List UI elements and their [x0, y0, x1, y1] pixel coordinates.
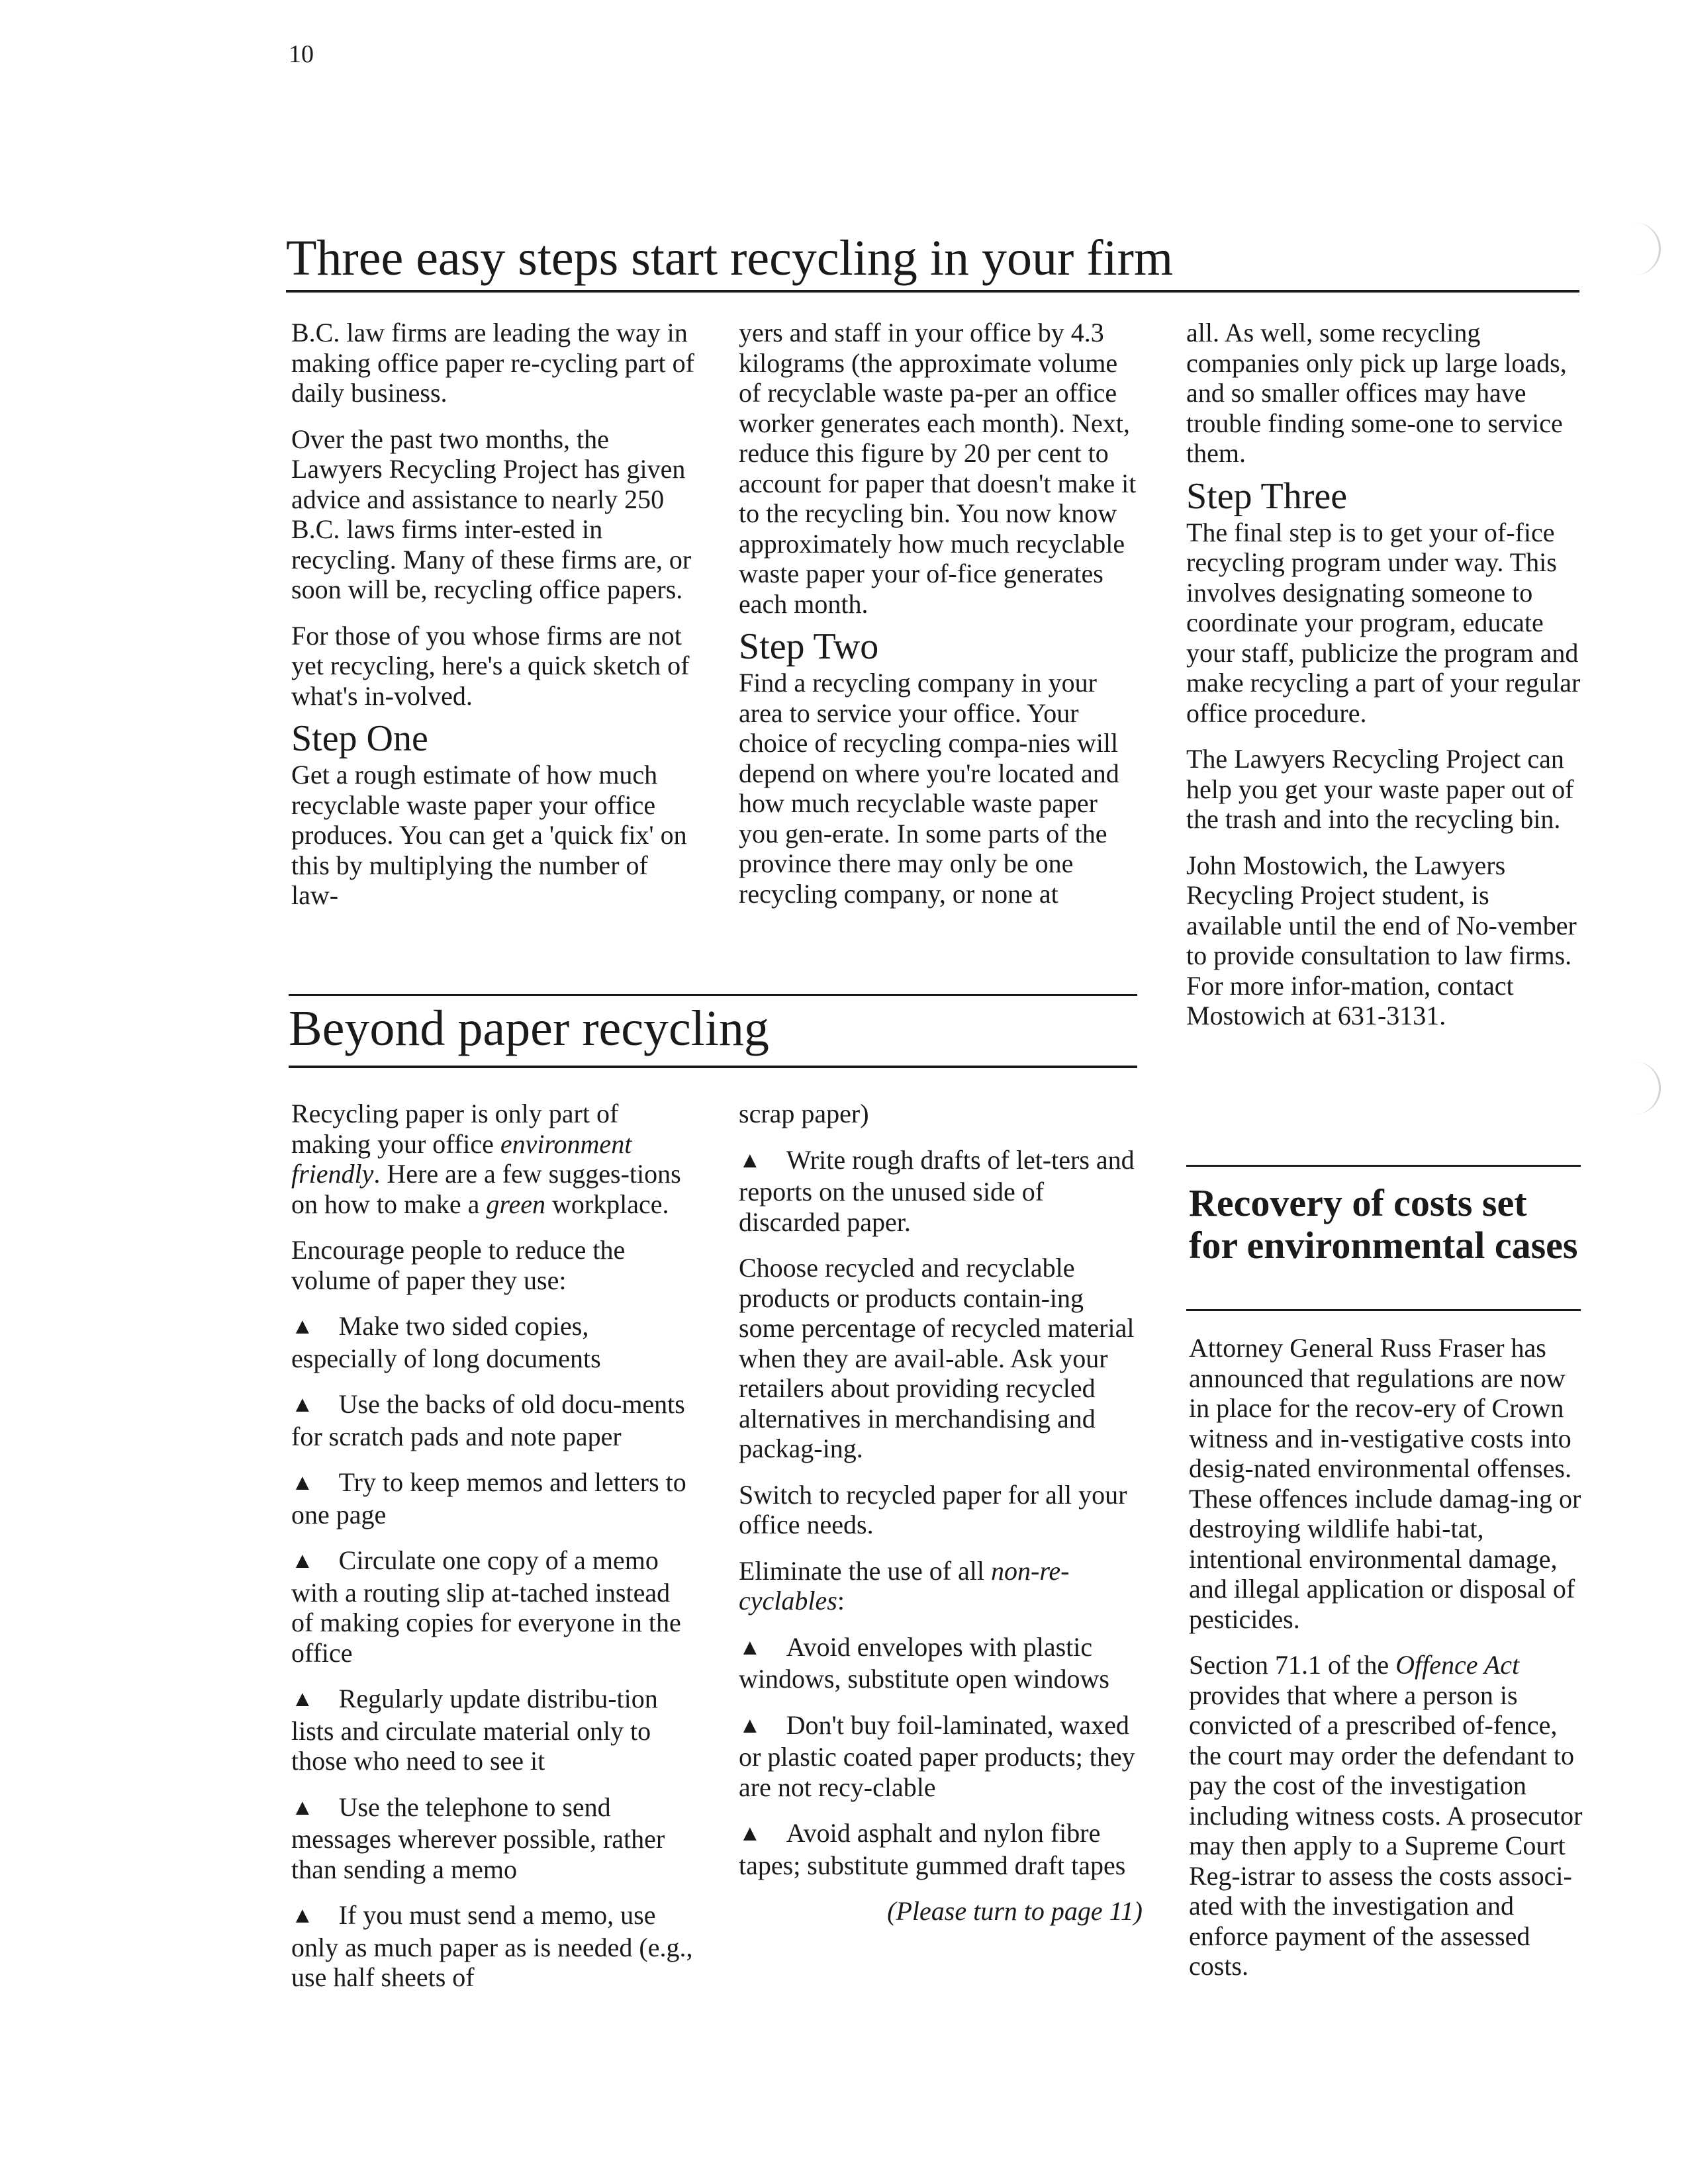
triangle-bullet-icon: ▲ [739, 1148, 761, 1173]
bullet-item: ▲ Don't buy foil-laminated, waxed or plastic coated paper products; they are not recy-clable [739, 1709, 1135, 1802]
bullet-item: ▲ Try to keep memos and letters to one page [291, 1467, 686, 1529]
sketch-paragraph: For those of you whose firms are not yet recycling, here's a quick sketch of what's in-volved. [291, 620, 690, 711]
bullet-item: ▲ Make two sided copies, especially of long documents [291, 1311, 601, 1373]
bullet-item: ▲ Avoid envelopes with plastic windows, substitute open windows [739, 1631, 1109, 1694]
step-one-heading: Step One [291, 718, 428, 759]
main-article-title: Three easy steps start recycling in your firm [286, 230, 1174, 286]
continued-text: scrap paper) [739, 1099, 869, 1128]
reduce-intro: Encourage people to reduce the volume of paper they use: [291, 1235, 626, 1295]
bullet-item: ▲ Use the backs of old docu-ments for scratch pads and note paper [291, 1389, 685, 1451]
triangle-bullet-icon: ▲ [291, 1795, 314, 1820]
bullet-item: ▲ If you must send a memo, use only as much paper as is needed (e.g., use half sheets of [291, 1900, 693, 1992]
triangle-bullet-icon: ▲ [739, 1713, 761, 1738]
intro-paragraph: B.C. law firms are leading the way in making office paper re-cycling part of daily business. [291, 318, 694, 408]
project-help-paragraph: The Lawyers Recycling Project can help you get your waste paper out of the trash and into the recycling bin. [1186, 744, 1574, 834]
beyond-article-title: Beyond paper recycling [289, 1001, 769, 1056]
choose-recycled-paragraph: Choose recycled and recyclable products or products contain-ing some percentage of recycled material when they are avail-able. Ask your retailers about providing recycled alternatives in merchandising and packag-ing. [739, 1253, 1135, 1463]
recovery-paragraph-2: Section 71.1 of the Offence Act provides that where a person is convicted of a prescribed of-fence, the court may order the defendant to pay the cost of the investigation including witness costs. A prosecutor may then apply to a Supreme Court Reg-istrar to assess the costs associ-ated with the investigation and enforce payment of the assessed costs. [1189, 1650, 1583, 1981]
project-paragraph: Over the past two months, the Lawyers Recycling Project has given advice and assistance to nearly 250 B.C. laws firms inter-ested in recycling. Many of these firms are, or soon will be, recycling office papers. [291, 424, 692, 604]
recovery-top-rule [1186, 1165, 1581, 1167]
contact-paragraph: John Mostowich, the Lawyers Recycling Project student, is available until the end of No-vember to provide consultation to law firms. For more infor-mation, contact Mostowich at 631-3131. [1186, 850, 1577, 1030]
beyond-title-rule [289, 1066, 1137, 1068]
beyond-column-1 [291, 1099, 695, 1993]
turn-page-note: (Please turn to page 11) [887, 1896, 1143, 1926]
col2-continued-text: yers and staff in your office by 4.3 kilograms (the approximate volume of recyclable waste pa-per an office worker generates each month). Next, reduce this figure by 20 per cent to account for paper that doesn't make it to the recycling bin. You now know approximately how much recyclable waste paper your of-fice generates each month. [739, 318, 1137, 619]
binder-hole-top [1634, 222, 1661, 275]
triangle-bullet-icon: ▲ [291, 1314, 314, 1339]
triangle-bullet-icon: ▲ [291, 1549, 314, 1573]
bullet-item: ▲ Regularly update distribu-tion lists and circulate material only to those who need to see it [291, 1684, 658, 1776]
bullet-item: ▲ Write rough drafts of let-ters and reports on the unused side of discarded paper. [739, 1144, 1135, 1237]
main-article-column-3 [1186, 318, 1585, 1031]
recovery-paragraph-1: Attorney General Russ Fraser has announced that regulations are now in place for the recov-ery of Crown witness and in-vestigative costs into desig-nated environmental offenses. These offences include damag-ing or destroying wildlife habi-tat, intentional environmental damage, and illegal application or disposal of pesticides. [1189, 1333, 1581, 1634]
page-number: 10 [289, 40, 314, 68]
bullet-item: ▲ Circulate one copy of a memo with a routing slip at-tached instead of making copies for everyone in the office [291, 1545, 681, 1668]
recovery-column [1189, 1333, 1587, 1981]
beyond-column-2 [739, 1099, 1143, 1927]
main-article-column-1 [291, 318, 695, 911]
recovery-title-rule [1186, 1309, 1581, 1311]
bullet-item: ▲ Avoid asphalt and nylon fibre tapes; substitute gummed draft tapes [739, 1818, 1126, 1880]
switch-paper-paragraph: Switch to recycled paper for all your office needs. [739, 1479, 1127, 1539]
bullet-item: ▲ Use the telephone to send messages wherever possible, rather than sending a memo [291, 1792, 665, 1884]
triangle-bullet-icon: ▲ [291, 1903, 314, 1928]
step-two-text: Find a recycling company in your area to service your office. Your choice of recycling compa-nies will depend on where you're located and how much recyclable waste paper you gen-erate. In some parts of the province there may only be one recycling company, or none at [739, 668, 1119, 909]
triangle-bullet-icon: ▲ [291, 1687, 314, 1711]
triangle-bullet-icon: ▲ [291, 1471, 314, 1495]
step-two-heading: Step Two [739, 626, 879, 667]
step-three-text: The final step is to get your of-fice recycling program under way. This involves designating someone to coordinate your program, educate your staff, publicize the program and make recycling a part of your regular office procedure. [1186, 517, 1581, 728]
triangle-bullet-icon: ▲ [291, 1392, 314, 1417]
binder-hole-bottom [1634, 1062, 1661, 1115]
step-one-text: Get a rough estimate of how much recyclable waste paper your office produces. You can get a 'quick fix' on this by multiplying the number of law- [291, 760, 687, 910]
beyond-top-rule [289, 994, 1137, 996]
main-article-column-2 [739, 318, 1143, 909]
beyond-intro-paragraph: Recycling paper is only part of making your office environment friendly. Here are a few sugges-tions on how to make a green workplace. [291, 1099, 681, 1219]
main-title-rule [286, 290, 1579, 293]
recovery-article-title: Recovery of costs set for environmental cases [1189, 1181, 1578, 1267]
col3-continued-text: all. As well, some recycling companies only pick up large loads, and so smaller offices may have trouble finding some-one to service them. [1186, 318, 1567, 468]
step-three-heading: Step Three [1186, 475, 1348, 517]
triangle-bullet-icon: ▲ [739, 1635, 761, 1660]
triangle-bullet-icon: ▲ [739, 1821, 761, 1846]
eliminate-paragraph: Eliminate the use of all non-re-cyclables: [739, 1555, 1070, 1615]
